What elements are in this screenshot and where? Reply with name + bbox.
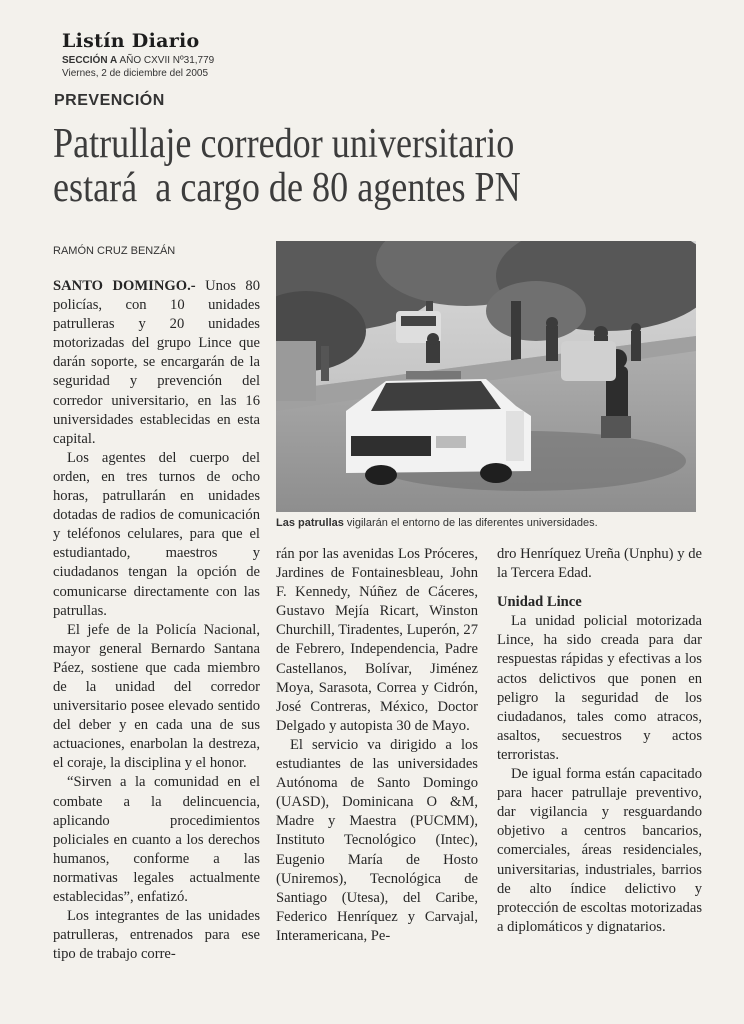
section-label: PREVENCIÓN: [54, 92, 165, 109]
paragraph-1-text: Unos 80 policías, con 10 unidades patrulleras y 20 unidades motorizadas del grupo Lince que darán soporte, se encargarán de la seguridad y prevención del corredor universitario, en las 16 universidades establecidas en esta capital.: [53, 278, 261, 447]
issue-info: [62, 55, 214, 66]
paragraph-3: El jefe de la Policía Nacional, mayor general Bernardo Santana Páez, sostiene que cada miembro de la unidad del corredor universitario posee elevado sentido del deber y en cada una de sus actuaciones, enarbolan la destreza, el coraje, la disciplina y el honor.: [53, 621, 260, 772]
subhead-unidad-lince: Unidad Lince: [497, 594, 582, 611]
issue-number: AÑO CXVII Nº31,779: [119, 55, 215, 66]
photo-caption: [276, 517, 598, 529]
patrol-cars-photo: [276, 241, 696, 512]
dateline: SANTO DOMINGO.-: [53, 278, 196, 294]
article-photo: [276, 241, 696, 512]
article-column-1: [53, 277, 260, 964]
paragraph-7: El servicio va dirigido a los estudiantes de las universidades Autónoma de Santo Domingo (UASD), Dominicana O &M, Madre y Maestra (PUCMM), Instituto Tecnológico (Intec), Eugenio María de Hosto (Uniremos), Tecnológica de Santiago (Utesa), del Caribe, Federico Henríquez y Carvajal, Interamericana, Pe-: [276, 736, 478, 944]
headline: [53, 122, 621, 210]
paragraph-1: [53, 277, 260, 449]
caption-lead: Las patrullas: [276, 517, 344, 529]
paragraph-5: Los integrantes de las unidades patrulleras, entrenados para ese tipo de trabajo corre-: [53, 908, 260, 963]
paragraph-9: La unidad policial motorizada Lince, ha sido creada para dar respuestas rápidas y efectivas a los actos delictivos que ponen en peligro la seguridad de los ciudadanos, tales como atracos, asaltos, secuestros y actos terroristas.: [497, 613, 702, 763]
newspaper-masthead: Listín Diario: [62, 30, 200, 52]
paragraph-10: De igual forma están capacitado para hacer patrullaje preventivo, dar vigilancia y resguardando objetivo a centros bancarios, comerciales, áreas residenciales, universitarias, industriales, barrios de alto índice delictivo y protección de escoltas motorizadas a diplomáticos y dignatarios.: [497, 766, 702, 935]
byline: RAMÓN CRUZ BENZÁN: [53, 245, 176, 257]
headline-line-1: Patrullaje corredor universitario: [53, 121, 515, 167]
section-code: SECCIÓN A: [62, 55, 118, 66]
paragraph-8: dro Henríquez Ureña (Unphu) y de la Tercera Edad.: [497, 546, 702, 582]
headline-line-2: estará a cargo de 80 agentes PN: [53, 165, 521, 211]
caption-text: vigilarán el entorno de las diferentes universidades.: [346, 517, 598, 529]
article-column-2: [276, 545, 478, 946]
article-column-3: [497, 545, 702, 937]
paragraph-2: Los agentes del cuerpo del orden, en tres turnos de ocho horas, patrullarán en unidades dotadas de radios de comunicación y teléfonos celulares, para que el estudiantado, maestros y ciudadanos tengan la opción de comunicarse directamente con las patrullas.: [53, 449, 260, 619]
issue-date: Viernes, 2 de diciembre del 2005: [62, 68, 209, 79]
paragraph-6: rán por las avenidas Los Próceres, Jardines de Fontainesbleau, John F. Kennedy, Núñez de Cáceres, Gustavo Mejía Ricart, Winston Churchill, Tiradentes, Luperón, 27 de Febrero, Independencia, Padre Castellanos, Bolívar, Jiménez Moya, Sarasota, Correa y Cidrón, José Contreras, México, Doctor Delgado y autopista 30 de Mayo.: [276, 546, 478, 734]
paragraph-4: “Sirven a la comunidad en el combate a la delincuencia, aplicando procedimientos policiales en cuanto a los derechos humanos, conforme a las normativas legales actualmente establecidas”, enfatizó.: [53, 774, 260, 905]
